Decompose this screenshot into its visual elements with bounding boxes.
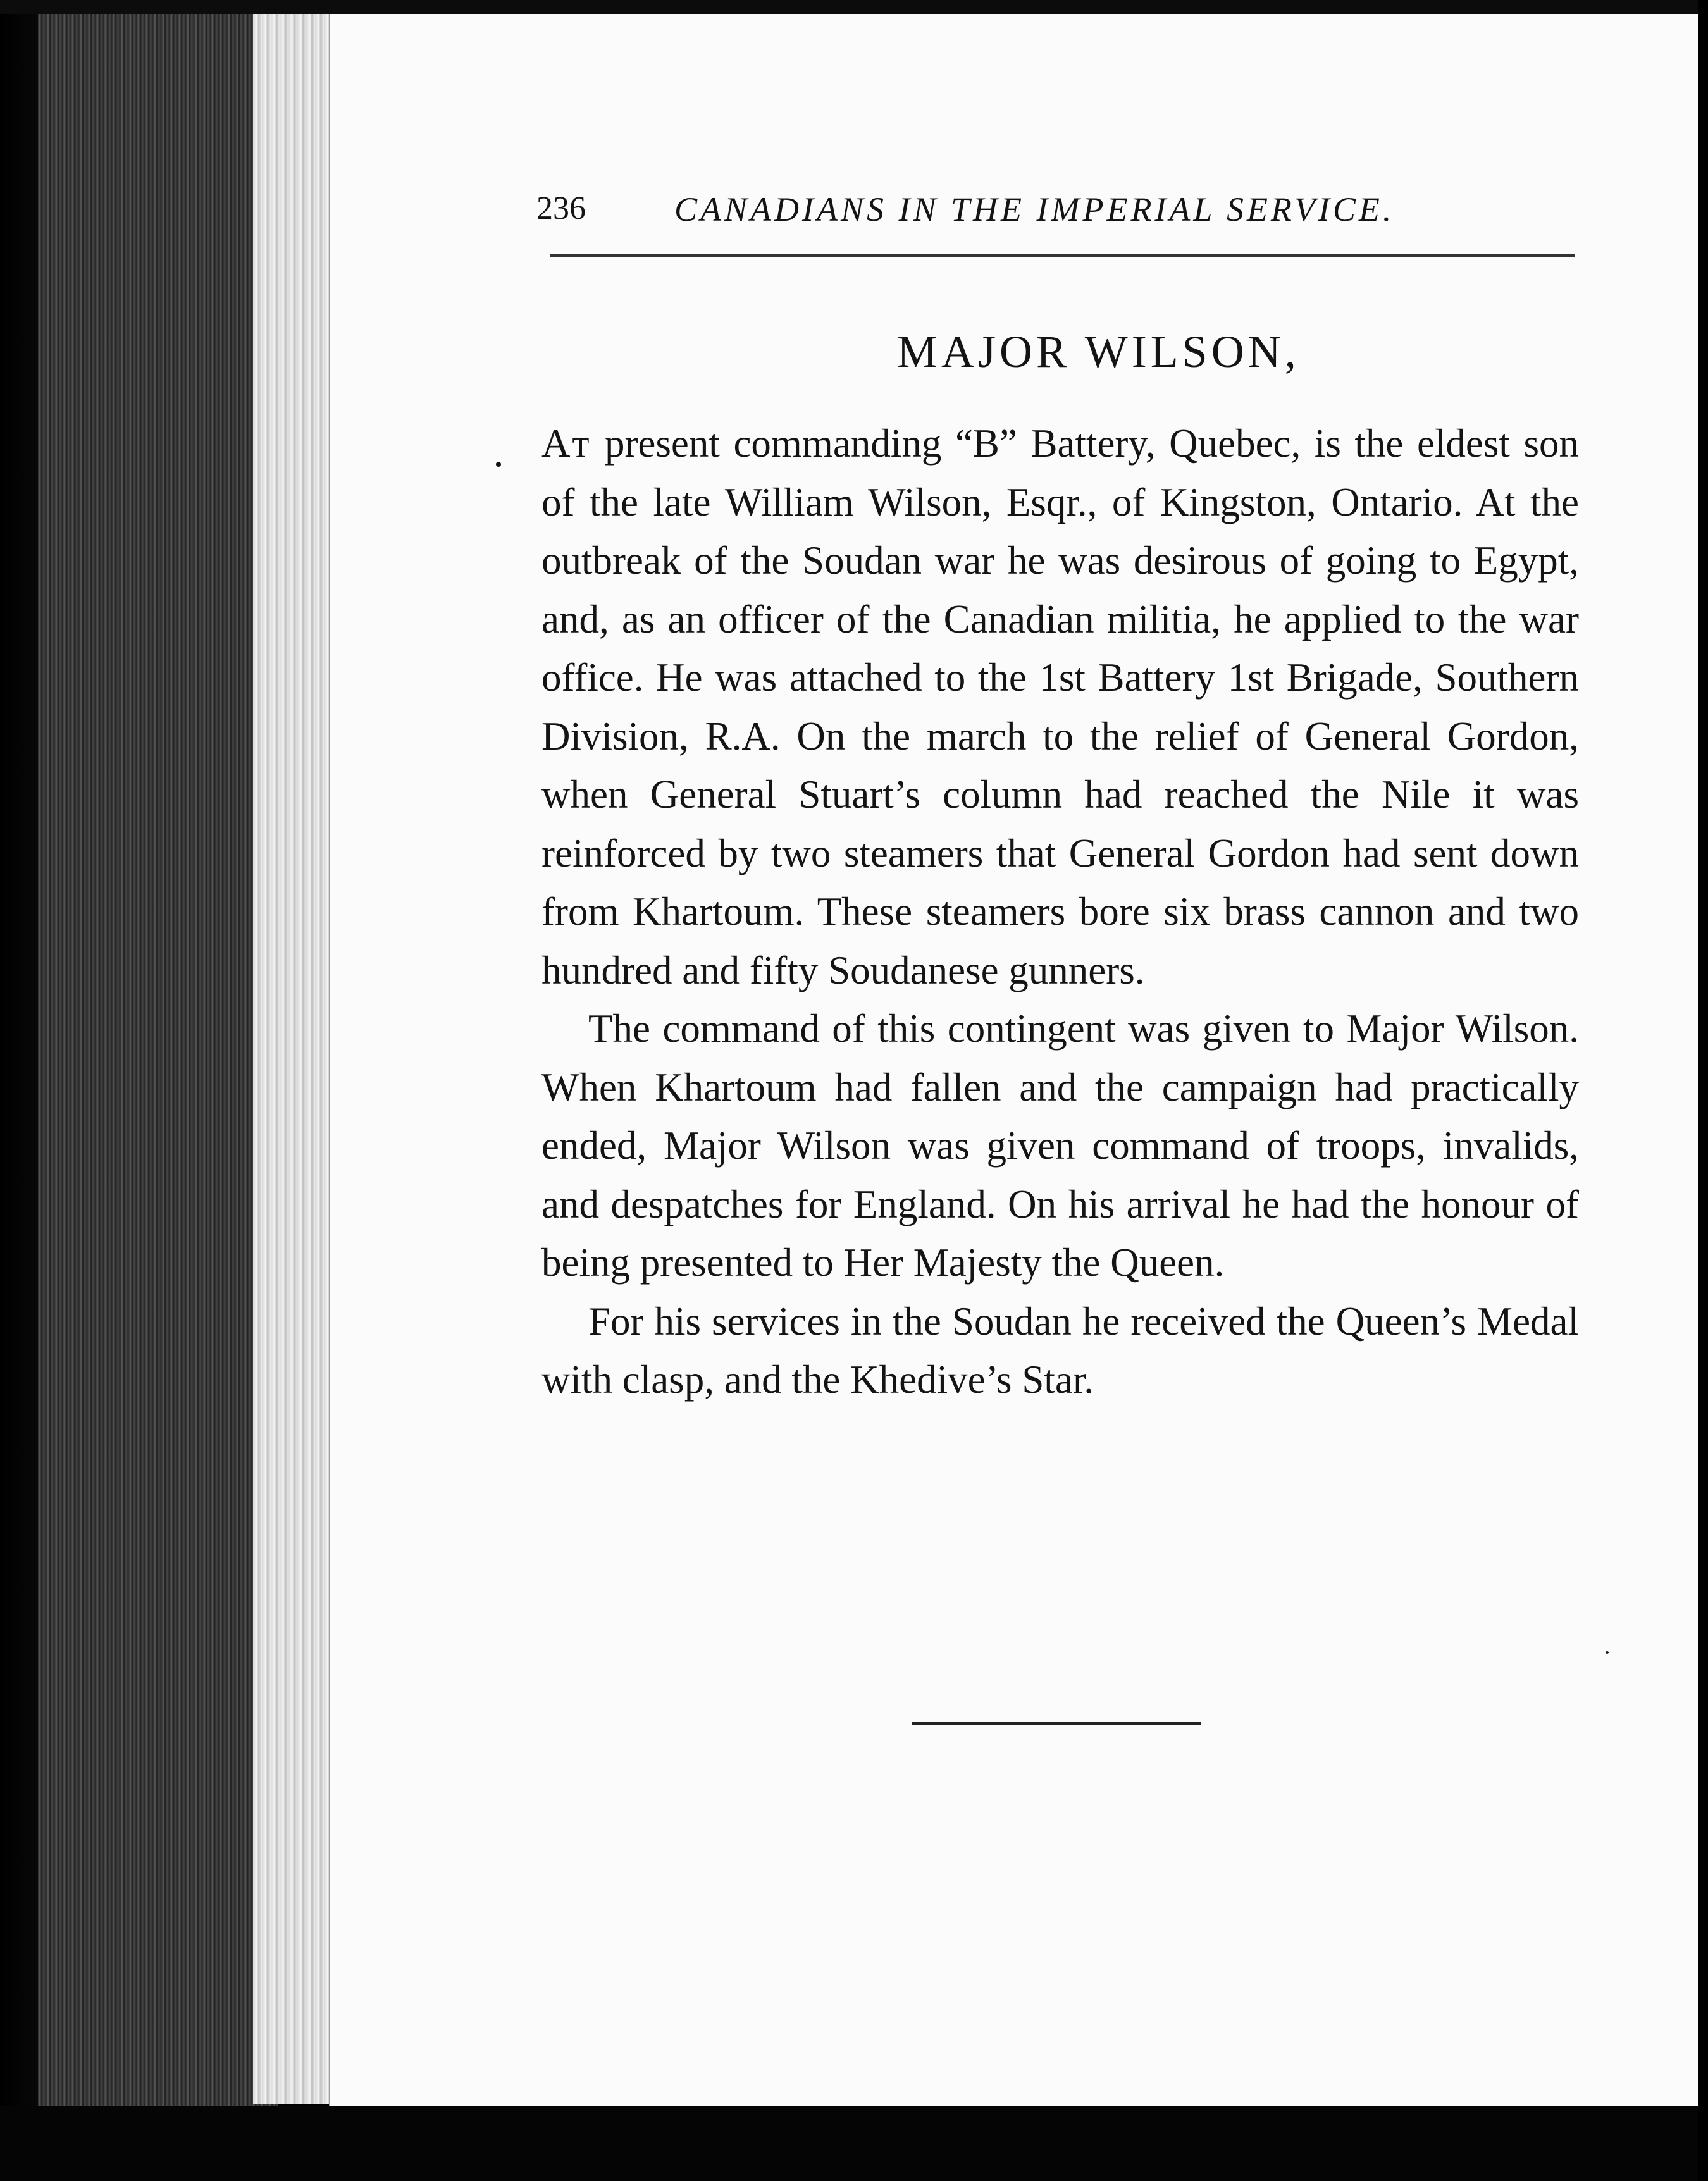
- page-number: 236: [536, 190, 586, 226]
- header-rule: [550, 254, 1575, 257]
- opening-word: At: [541, 421, 591, 466]
- paragraph-1-text: present commanding “B” Battery, Quebec, is the eldest son of the late William Wilson, Esqr., of Kingston, Ontario. At the outbreak of the Soudan war he was desirous of going to Egypt, and, as an officer of the Canadian militia, he applied to the war office. He was attached to the 1st Battery 1st Brigade, Southern Division, R.A. On the march to the relief of General Gordon, when General Stuart’s column had reached the Nile it was reinforced by two steamers that General Gordon had sent down from Khartoum. These steamers bore six brass cannon and two hundred and fifty Soudanese gunners.: [541, 421, 1579, 992]
- ink-speck: [1606, 1651, 1609, 1654]
- paragraph-3: For his services in the Soudan he received the Queen’s Medal with clasp, and the Khedive’s Star.: [541, 1299, 1579, 1402]
- scan-bottom-border: [0, 2106, 1708, 2181]
- running-title: CANADIANS IN THE IMPERIAL SERVICE.: [674, 190, 1395, 228]
- scan-top-border: [0, 0, 1708, 14]
- article-title: MAJOR WILSON,: [897, 326, 1300, 377]
- article-body: [541, 414, 1579, 1409]
- page-stack-edge-light: [253, 14, 329, 2104]
- end-rule: [912, 1722, 1201, 1725]
- ink-speck: [496, 462, 501, 467]
- paragraph-1: [541, 414, 1579, 999]
- paragraph-2: The command of this contingent was given to Major Wilson. When Khartoum had fallen and the campaign had practically ended, Major Wilson was given command of troops, invalids, and despatches for England. On his arrival he had the honour of being presented to Her Majesty the Queen.: [541, 1006, 1579, 1285]
- running-head: [536, 183, 1460, 234]
- scan-right-border: [1698, 0, 1708, 2181]
- page-stack-edge: [38, 13, 278, 2113]
